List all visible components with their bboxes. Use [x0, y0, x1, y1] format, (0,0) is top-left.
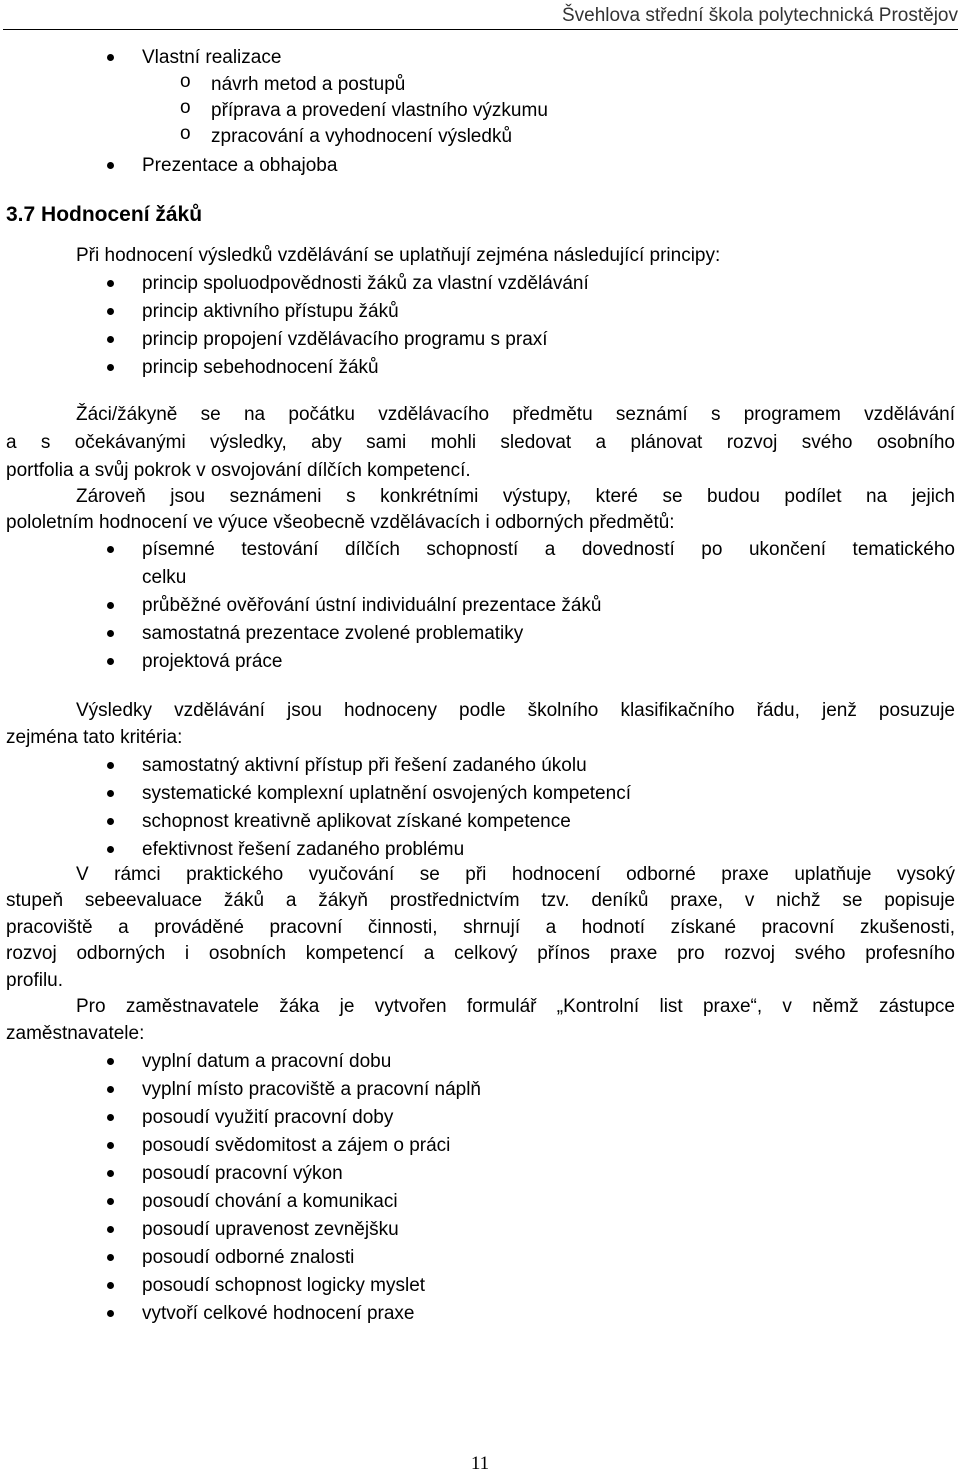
bullet [107, 1282, 114, 1289]
sub-bullet: o [180, 123, 191, 144]
list-item: efektivnost řešení zadaného problému [142, 839, 465, 860]
bullet [107, 364, 114, 371]
bullet [107, 1086, 114, 1093]
bullet [107, 762, 114, 769]
list-item: písemné testování dílčích schopností a dovedností po ukončení tematického [142, 539, 955, 560]
list-item: samostatná prezentace zvolené problematiky [142, 623, 524, 644]
list-item: vyplní místo pracoviště a pracovní náplň [142, 1079, 482, 1100]
page-number: 11 [470, 1453, 490, 1474]
list-item: posoudí schopnost logicky myslet [142, 1275, 426, 1296]
bullet [107, 1114, 114, 1121]
paragraph-line: stupeň sebeevaluace žáků a žákyň prostřednictvím tzv. deníků praxe, v nichž se popisuje [6, 890, 955, 911]
sub-bullet: o [180, 97, 191, 118]
list-item: posoudí pracovní výkon [142, 1163, 343, 1184]
paragraph-line: Žáci/žákyně se na počátku vzdělávacího předmětu seznámí s programem vzdělávání [76, 404, 955, 425]
bullet [107, 1058, 114, 1065]
bullet [107, 54, 114, 61]
section-heading: 3.7 Hodnocení žáků [6, 203, 203, 226]
bullet [107, 818, 114, 825]
paragraph-line: portfolia a svůj pokrok v osvojování dílčích kompetencí. [6, 460, 471, 481]
bullet [107, 546, 114, 553]
bullet [107, 1198, 114, 1205]
bullet [107, 846, 114, 853]
list-item: samostatný aktivní přístup při řešení zadaného úkolu [142, 755, 587, 776]
paragraph-line: profilu. [6, 970, 64, 991]
paragraph-line: a s očekávanými výsledky, aby sami mohli sledovat a plánovat rozvoj svého osobního [6, 432, 955, 453]
bullet [107, 658, 114, 665]
list-item: průběžné ověřování ústní individuální prezentace žáků [142, 595, 602, 616]
bullet [107, 280, 114, 287]
bullet [107, 1310, 114, 1317]
principles-intro: Při hodnocení výsledků vzdělávání se uplatňují zejména následující principy: [76, 245, 721, 266]
list-item: posoudí upravenost zevnějšku [142, 1219, 399, 1240]
paragraph-line: Výsledky vzdělávání jsou hodnoceny podle školního klasifikačního řádu, jenž posuzuje [76, 700, 955, 721]
sub-list-item: návrh metod a postupů [211, 74, 406, 95]
list-item: posoudí chování a komunikaci [142, 1191, 398, 1212]
list-item: posoudí využití pracovní doby [142, 1107, 394, 1128]
bullet [107, 630, 114, 637]
bullet [107, 1142, 114, 1149]
paragraph-line: pololetním hodnocení ve výuce všeobecně vzdělávacích i odborných předmětů: [6, 512, 675, 533]
list-item: schopnost kreativně aplikovat získané kompetence [142, 811, 571, 832]
bullet [107, 162, 114, 169]
bullet [107, 1226, 114, 1233]
page-header: Švehlova střední škola polytechnická Prostějov [3, 0, 958, 30]
list-item-continuation: celku [142, 567, 187, 588]
paragraph-line: rozvoj odborných i osobních kompetencí a celkový přínos praxe pro rozvoj svého profesního [6, 943, 955, 964]
sub-list-item: zpracování a vyhodnocení výsledků [211, 126, 513, 147]
bullet [107, 336, 114, 343]
bullet [107, 602, 114, 609]
list-item: projektová práce [142, 651, 283, 672]
list-item: vyplní datum a pracovní dobu [142, 1051, 392, 1072]
paragraph-line: zejména tato kritéria: [6, 727, 183, 748]
bullet [107, 1170, 114, 1177]
list-item: Prezentace a obhajoba [142, 155, 338, 176]
list-item: Vlastní realizace [142, 47, 282, 68]
list-item: systematické komplexní uplatnění osvojených kompetencí [142, 783, 631, 804]
list-item: vytvoří celkové hodnocení praxe [142, 1303, 415, 1324]
sub-list-item: příprava a provedení vlastního výzkumu [211, 100, 548, 121]
paragraph-line: pracoviště a prováděné pracovní činnosti, shrnují a hodnotí získané pracovní zkušenosti, [6, 917, 955, 938]
list-item: posoudí svědomitost a zájem o práci [142, 1135, 451, 1156]
paragraph-line: V rámci praktického vyučování se při hodnocení odborné praxe uplatňuje vysoký [76, 864, 955, 885]
list-item: princip spoluodpovědnosti žáků za vlastní vzdělávání [142, 273, 589, 294]
bullet [107, 1254, 114, 1261]
paragraph-line: Pro zaměstnavatele žáka je vytvořen formulář „Kontrolní list praxe“, v němž zástupce [76, 996, 955, 1017]
sub-bullet: o [180, 71, 191, 92]
list-item: posoudí odborné znalosti [142, 1247, 355, 1268]
list-item: princip sebehodnocení žáků [142, 357, 379, 378]
list-item: princip aktivního přístupu žáků [142, 301, 399, 322]
bullet [107, 790, 114, 797]
list-item: princip propojení vzdělávacího programu s praxí [142, 329, 548, 350]
paragraph-line: Zároveň jsou seznámeni s konkrétními výstupy, které se budou podílet na jejich [76, 486, 955, 507]
bullet [107, 308, 114, 315]
paragraph-line: zaměstnavatele: [6, 1023, 145, 1044]
